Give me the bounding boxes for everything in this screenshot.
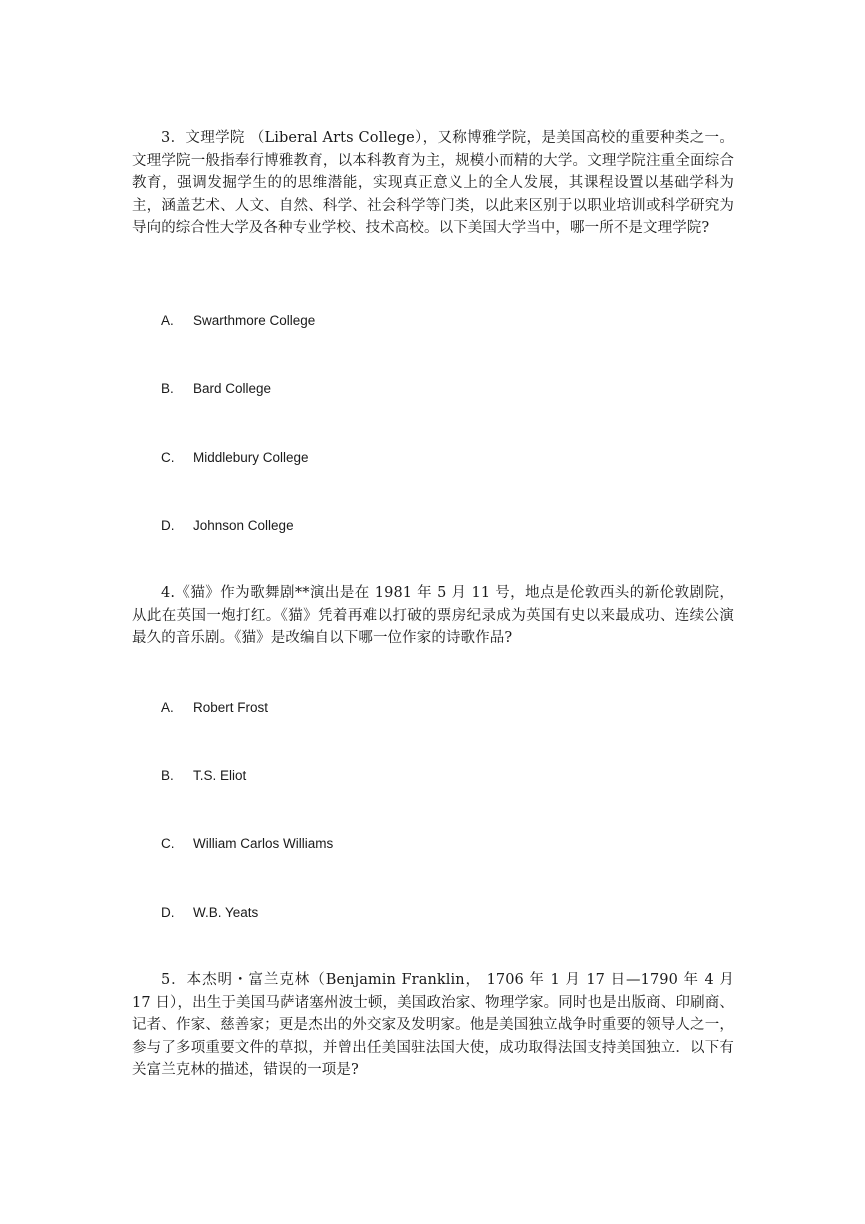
option-text: William Carlos Williams (193, 836, 334, 851)
option-text: Robert Frost (193, 700, 269, 715)
question-4-option-b (161, 767, 246, 785)
question-4-option-d (161, 904, 258, 922)
option-letter: A. (161, 700, 174, 715)
question-4-option-a (161, 699, 268, 717)
question-3-option-a (161, 312, 315, 330)
option-text: Middlebury College (193, 450, 309, 465)
question-4-text: 4.《猫》作为歌舞剧**演出是在 1981 年 5 月 11 号，地点是伦敦西头的新伦敦剧院，从此在英国一炮打红。《猫》凭着再难以打破的票房纪录成为英国有史以来最成功、连续公演最久的音乐剧。《猫》是改编自以下哪一位作家的诗歌作品? (132, 585, 734, 647)
option-letter: D. (161, 518, 175, 533)
option-text: W.B. Yeats (193, 905, 259, 920)
option-text: Bard College (193, 381, 272, 396)
question-4-option-c (161, 835, 333, 853)
option-letter: B. (161, 768, 174, 783)
option-letter: D. (161, 905, 175, 920)
option-letter: C. (161, 450, 175, 465)
option-letter: C. (161, 836, 175, 851)
option-text: Swarthmore College (193, 313, 316, 328)
question-5-text: 5．本杰明・富兰克林（Benjamin Franklin， 1706 年 1 月 17 日—1790 年 4 月 17 日），出生于美国马萨诸塞州波士顿，美国政治家、物理学家。同时也是出版商、印刷商、记者、作家、慈善家；更是杰出的外交家及发明家。他是美国独立战争时重要的领导人之一，参与了多项重要文件的草拟，并曾出任美国驻法国大使，成功取得法国支持美国独立．以下有关富兰克林的描述，错误的一项是? (132, 972, 734, 1079)
question-3-option-b (161, 380, 271, 398)
question-3-option-c (161, 449, 309, 467)
question-3-option-d (161, 517, 294, 535)
question-3-text: 3．文理学院 （Liberal Arts College），又称博雅学院，是美国高校的重要种类之一。文理学院一般指奉行博雅教育，以本科教育为主，规模小而精的大学。文理学院注重全面综合教育，强调发掘学生的的思维潜能，实现真正意义上的全人发展，其课程设置以基础学科为主，涵盖艺术、人文、自然、科学、社会科学等门类，以此来区别于以职业培训或科学研究为导向的综合性大学及各种专业学校、技术高校。以下美国大学当中，哪一所不是文理学院? (132, 130, 734, 237)
option-letter: B. (161, 381, 174, 396)
option-letter: A. (161, 313, 174, 328)
option-text: T.S. Eliot (193, 768, 247, 783)
option-text: Johnson College (193, 518, 294, 533)
